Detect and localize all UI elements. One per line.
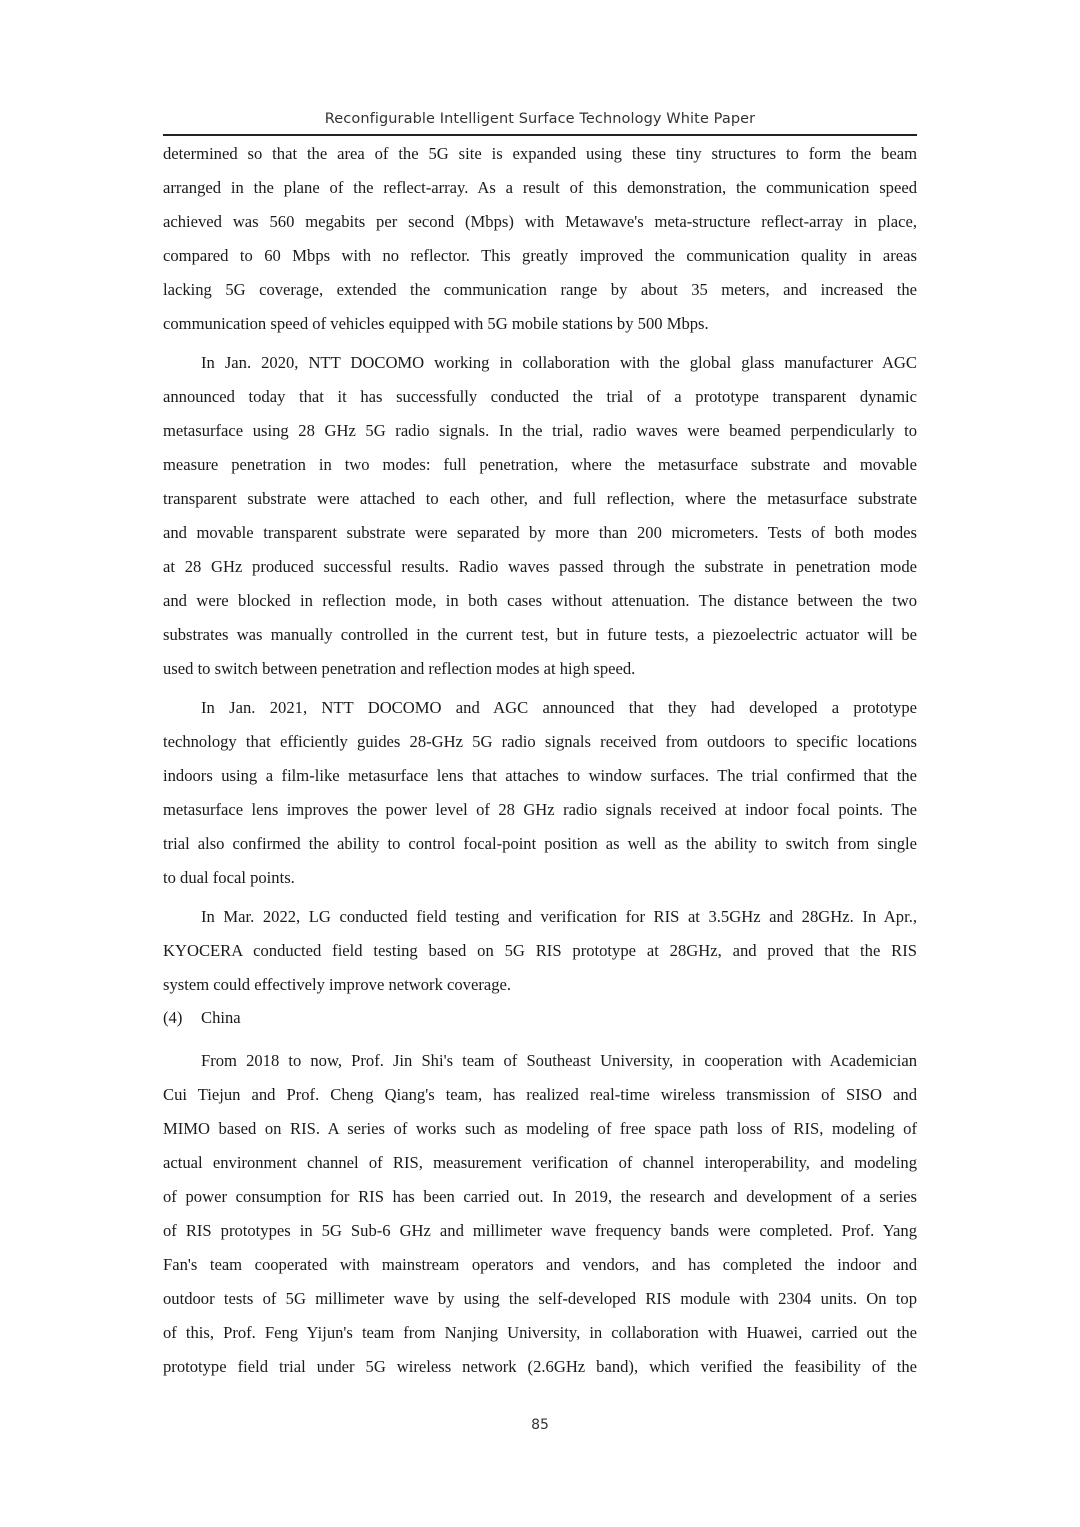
text-line: substrates was manually controlled in the current test, but in future tests, a piezoelectric actuator will be [163,625,917,644]
text-line: to dual focal points. [163,868,295,887]
text-line: prototype field trial under 5G wireless network (2.6GHz band), which verified the feasibility of the [163,1357,917,1376]
text-line: In Mar. 2022, LG conducted field testing and verification for RIS at 3.5GHz and 28GHz. In Apr., [201,907,917,926]
text-line: lacking 5G coverage, extended the communication range by about 35 meters, and increased the [163,280,917,299]
text-line: In Jan. 2021, NTT DOCOMO and AGC announced that they had developed a prototype [201,698,917,717]
text-line: and were blocked in reflection mode, in both cases without attenuation. The distance between the two [163,591,917,610]
text-line: From 2018 to now, Prof. Jin Shi's team of Southeast University, in cooperation with Academician [201,1051,917,1070]
text-line: communication speed of vehicles equipped with 5G mobile stations by 500 Mbps. [163,314,709,333]
text-line: transparent substrate were attached to each other, and full reflection, where the metasurface substrate [163,489,917,508]
text-line: technology that efficiently guides 28-GHz 5G radio signals received from outdoors to specific locations [163,732,917,751]
paragraph [163,691,917,895]
section-title: China [201,1008,241,1027]
page-body [163,137,917,1384]
text-line: and movable transparent substrate were separated by more than 200 micrometers. Tests of both modes [163,523,917,542]
paragraph [163,346,917,686]
text-line: compared to 60 Mbps with no reflector. This greatly improved the communication quality in areas [163,246,917,265]
running-header: Reconfigurable Intelligent Surface Technology White Paper [324,111,756,127]
text-line: metasurface lens improves the power level of 28 GHz radio signals received at indoor focal points. The [163,800,917,819]
paragraph [163,1044,917,1384]
text-line: outdoor tests of 5G millimeter wave by using the self-developed RIS module with 2304 units. On top [163,1289,917,1308]
page-number: 85 [531,1417,549,1433]
text-line: Cui Tiejun and Prof. Cheng Qiang's team, has realized real-time wireless transmission of SISO and [163,1085,917,1104]
text-line: MIMO based on RIS. A series of works such as modeling of free space path loss of RIS, modeling of [163,1119,917,1138]
text-line: at 28 GHz produced successful results. Radio waves passed through the substrate in penetration mode [163,557,917,576]
text-line: Fan's team cooperated with mainstream operators and vendors, and has completed the indoor and [163,1255,917,1274]
text-line: trial also confirmed the ability to control focal-point position as well as the ability to switch from single [163,834,917,853]
header-divider [163,134,917,136]
text-line: of RIS prototypes in 5G Sub-6 GHz and millimeter wave frequency bands were completed. Prof. Yang [163,1221,917,1240]
text-line: used to switch between penetration and reflection modes at high speed. [163,659,636,678]
text-line: KYOCERA conducted field testing based on 5G RIS prototype at 28GHz, and proved that the RIS [163,941,917,960]
section-number: (4) [163,1008,183,1027]
section-heading [163,1001,917,1035]
text-line: of this, Prof. Feng Yijun's team from Nanjing University, in collaboration with Huawei, carried out the [163,1323,917,1342]
paragraph [163,900,917,1002]
text-line: In Jan. 2020, NTT DOCOMO working in collaboration with the global glass manufacturer AGC [201,353,917,372]
text-line: determined so that the area of the 5G site is expanded using these tiny structures to form the beam [163,144,917,163]
text-line: system could effectively improve network coverage. [163,975,512,994]
text-line: measure penetration in two modes: full penetration, where the metasurface substrate and movable [163,455,917,474]
text-line: achieved was 560 megabits per second (Mbps) with Metawave's meta-structure reflect-array in place, [163,212,917,231]
text-line: announced today that it has successfully conducted the trial of a prototype transparent dynamic [163,387,917,406]
text-line: arranged in the plane of the reflect-array. As a result of this demonstration, the communication speed [163,178,917,197]
text-line: metasurface using 28 GHz 5G radio signals. In the trial, radio waves were beamed perpendicularly to [163,421,917,440]
text-line: of power consumption for RIS has been carried out. In 2019, the research and development of a series [163,1187,917,1206]
text-line: indoors using a film-like metasurface lens that attaches to window surfaces. The trial confirmed that the [163,766,917,785]
paragraph [163,137,917,341]
text-line: actual environment channel of RIS, measurement verification of channel interoperability, and modeling [163,1153,917,1172]
